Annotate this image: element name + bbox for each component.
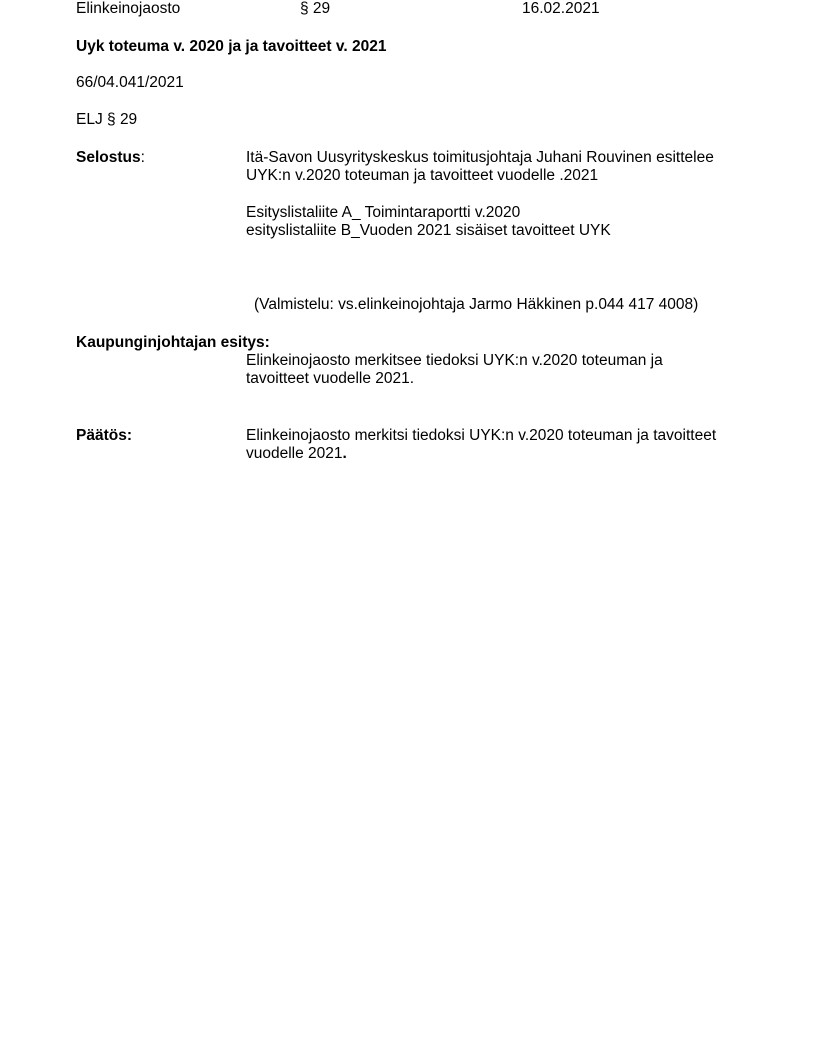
selostus-line-2: UYK:n v.2020 toteuman ja tavoitteet vuodelle .2021: [246, 167, 599, 184]
decision-line-2: vuodelle 2021: [246, 445, 343, 462]
header-date: 16.02.2021: [522, 0, 600, 17]
document-title: Uyk toteuma v. 2020 ja ja tavoitteet v. 2021: [76, 38, 387, 55]
header-section: § 29: [300, 0, 331, 17]
decision-line-2-wrapper: [246, 445, 716, 463]
diary-number: 66/04.041/2021: [76, 74, 184, 91]
selostus-colon: :: [140, 149, 145, 166]
selostus-label-wrapper: [76, 149, 145, 167]
header-body: Elinkeinojaosto: [76, 0, 181, 17]
preparer-note: (Valmistelu: vs.elinkeinojohtaja Jarmo Häkkinen p.044 417 4008): [254, 296, 699, 313]
proposal-line-1: Elinkeinojaosto merkitsee tiedoksi UYK:n v.2020 toteuman ja: [246, 352, 663, 369]
attachment-a: Esityslistaliite A_ Toimintaraportti v.2020: [246, 204, 521, 221]
selostus-text: [246, 149, 714, 185]
proposal-label: Kaupunginjohtajan esitys:: [76, 334, 270, 351]
decision-final-period: .: [342, 445, 347, 462]
proposal-line-2: tavoitteet vuodelle 2021.: [246, 370, 415, 387]
decision-line-1: Elinkeinojaosto merkitsi tiedoksi UYK:n v.2020 toteuman ja tavoitteet: [246, 427, 717, 444]
attachment-b: esityslistaliite B_Vuoden 2021 sisäiset tavoitteet UYK: [246, 222, 611, 239]
selostus-line-1: Itä-Savon Uusyrityskeskus toimitusjohtaja Juhani Rouvinen esittelee: [246, 149, 714, 166]
decision-label: Päätös:: [76, 427, 132, 444]
selostus-label: Selostus: [76, 149, 141, 166]
decision-text: [246, 427, 716, 463]
proposal-text: [246, 352, 663, 388]
selostus-attachments: [246, 204, 611, 240]
section-reference: ELJ § 29: [76, 111, 138, 128]
